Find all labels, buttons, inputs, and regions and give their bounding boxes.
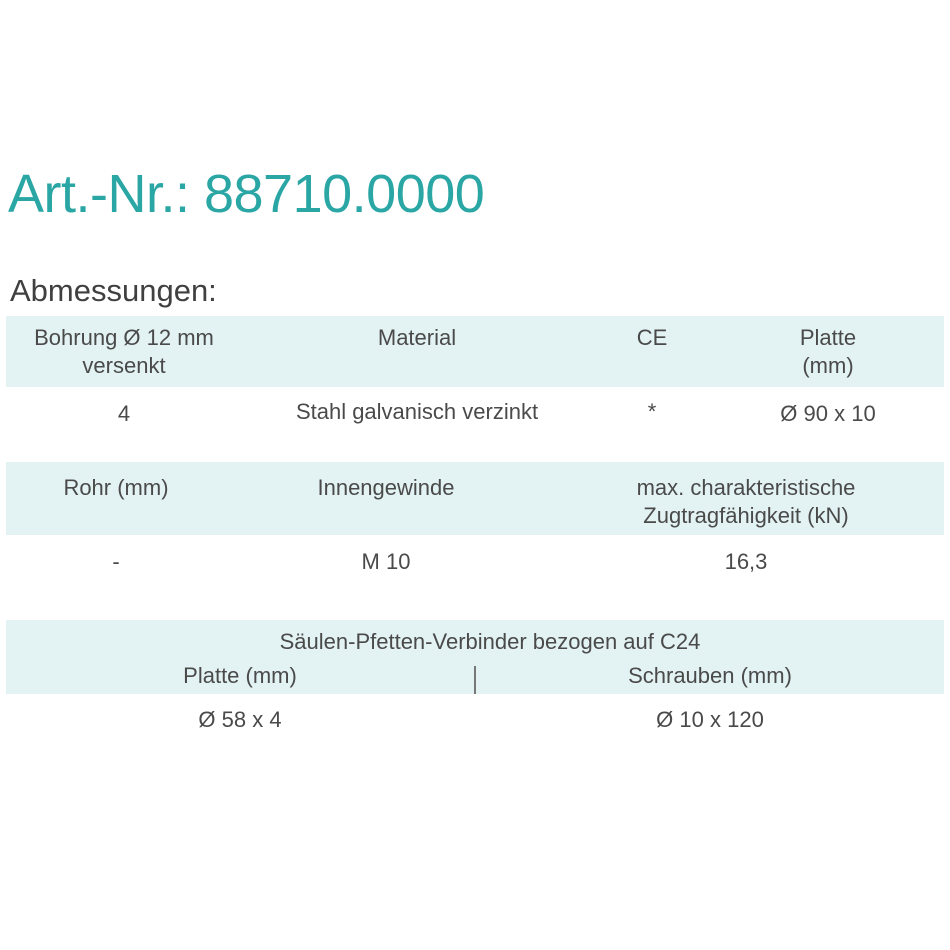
table2-value-innengewinde: M 10 bbox=[361, 549, 411, 574]
table1-header-ce: CE bbox=[636, 325, 668, 350]
dimensions-heading: Abmessungen: bbox=[10, 273, 217, 308]
table3-header-divider bbox=[474, 666, 476, 694]
table2-value-rohr: - bbox=[112, 549, 120, 574]
table3-header-title: Säulen-Pfetten-Verbinder bezogen auf C24 bbox=[279, 629, 701, 654]
table2-header-innengewinde: Innengewinde bbox=[317, 475, 455, 500]
table1-header-bohrung-line1: Bohrung Ø 12 mm bbox=[34, 325, 214, 350]
table1-header-bohrung-line2: versenkt bbox=[82, 353, 166, 378]
table1-value-ce: * bbox=[647, 399, 657, 424]
table1-value-material: Stahl galvanisch verzinkt bbox=[295, 399, 539, 424]
table2-header-zug-line1: max. charakteristische bbox=[636, 475, 856, 500]
table2-header-zug-line2: Zugtragfähigkeit (kN) bbox=[643, 503, 849, 528]
table1-header-platte-line1: Platte bbox=[799, 325, 857, 350]
table1-header-platte bbox=[728, 324, 928, 380]
table2-header-rohr: Rohr (mm) bbox=[63, 475, 169, 500]
table3-header-platte: Platte (mm) bbox=[183, 663, 297, 688]
table3-value-platte: Ø 58 x 4 bbox=[198, 707, 282, 732]
table3-header-schrauben: Schrauben (mm) bbox=[628, 663, 792, 688]
table1-header-bohrung bbox=[10, 324, 238, 380]
table1-header-material: Material bbox=[377, 325, 457, 350]
table2-value-zug: 16,3 bbox=[724, 549, 768, 574]
table3-value-schrauben: Ø 10 x 120 bbox=[656, 707, 764, 732]
table1-value-bohrung: 4 bbox=[117, 401, 131, 426]
table2-header-zugtragfaehigkeit bbox=[596, 474, 896, 530]
table1-header-platte-line2: (mm) bbox=[802, 353, 854, 378]
table1-value-platte: Ø 90 x 10 bbox=[780, 401, 876, 426]
article-number-title: Art.-Nr.: 88710.0000 bbox=[8, 164, 485, 224]
